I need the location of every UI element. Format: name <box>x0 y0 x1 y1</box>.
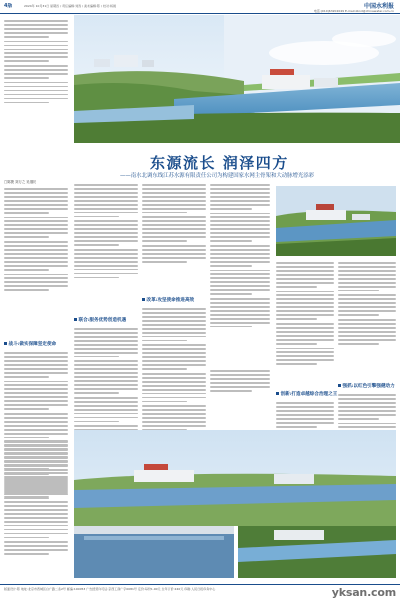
body-column-4 <box>210 184 270 330</box>
body-column-5b <box>276 402 334 431</box>
aerial-photo-top <box>74 15 400 143</box>
body-column-4b <box>210 370 270 395</box>
issue-info: 2024年 10月31日 星期四 / 责任编辑:刘涛 / 美术编辑:陈 / 校对:杨晨 <box>24 4 116 8</box>
left-column-intro <box>4 20 68 106</box>
footer-text: 版面设计:陈 地址:北京市西城区白广路二条2号 邮编:100053 广告经营许可证:京西工商广字0081号 定价:每份1.00元 全年订价:240元 印刷:人民日报印务中心 <box>4 587 216 591</box>
masthead-rule <box>0 13 400 14</box>
article-title: 东源流长 润泽四方 <box>150 154 289 172</box>
byline: □陈捷 刘万之 吴继钧 <box>4 180 37 184</box>
section-heading-5: 强抓:以红色引擎强健动力 <box>338 384 395 390</box>
body-column-5 <box>276 262 334 368</box>
page-number: 4版 <box>4 3 13 9</box>
aerial-photo-right <box>276 186 396 256</box>
body-column-1c <box>4 440 68 558</box>
body-column-6 <box>338 262 396 348</box>
body-column-3b <box>142 308 206 434</box>
section-heading-2: 联合:服务优势创造机遇 <box>74 318 126 324</box>
section-heading-4: 创新:打造卓越综合治理之王 <box>276 392 337 398</box>
newspaper-brand: 中国水利报 <box>363 4 394 10</box>
watermark: yksan.com <box>331 586 396 599</box>
photo-strip-bottom <box>74 430 396 578</box>
contact-info: 电话:(010)63202049 E-mail:zbnd@chinawater.com.cn <box>313 9 394 13</box>
body-column-3 <box>142 184 206 266</box>
footer-rule <box>0 584 400 585</box>
body-column-1 <box>4 188 68 294</box>
body-column-2 <box>74 184 138 281</box>
section-heading-3: 改革:攻坚使命推进高效 <box>142 298 194 304</box>
article-subtitle: ——南水北调东线江苏水源有限责任公司为构建国家水网主骨架和大动脉增光添彩 <box>120 173 315 179</box>
section-heading-1: 战斗:做实保障坚定使命 <box>4 342 56 348</box>
